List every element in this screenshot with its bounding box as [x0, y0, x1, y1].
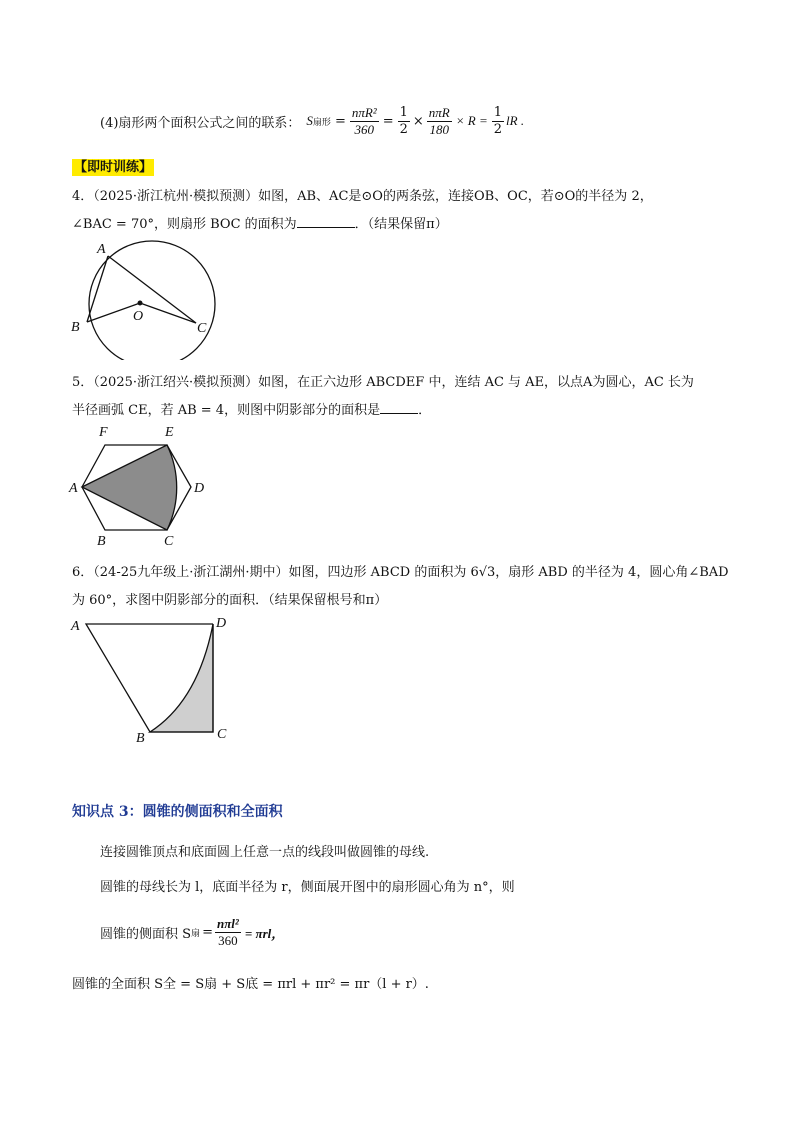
q4-line2: ∠BAC = 70°，则扇形 BOC 的面积为 ．（结果保留π）: [72, 217, 448, 232]
label-D: D: [216, 616, 227, 631]
q4-circle-figure: [68, 236, 228, 360]
sector-formula-line: (4)扇形两个面积公式之间的联系： S 扇形 = $\frac{\text{nπR²}}{360}$ = $\frac{1}{2}$ × $\frac{\text{nπR}}{180}$ × R = $\frac{1}{2}$ lR .: [100, 104, 525, 137]
label-O: O: [133, 309, 144, 324]
label-D: D: [194, 481, 205, 496]
shaded-sector: [82, 445, 177, 530]
fraction-1: $\frac{\text{nπR²}}{360}$: [351, 104, 377, 137]
q4-line1: 4．（2025·浙江杭州·模拟预测）如图，AB、AC是⊙O的两条弦，连接OB、OC，若⊙O的半径为 2，: [72, 189, 653, 204]
label-A: A: [69, 481, 78, 496]
training-label: 【即时训练】: [74, 160, 153, 175]
label-B: B: [71, 320, 80, 335]
q6-line2: 为 60°，求图中阴影部分的面积．（结果保留根号和π）: [72, 593, 388, 608]
label-E: E: [165, 425, 174, 440]
label-C: C: [197, 321, 207, 336]
kp3-total-area: 圆锥的全面积 S全 = S扇 + S底 = πrl + πr² = πr（l + r）.: [72, 977, 429, 992]
label-F: F: [99, 425, 108, 440]
formula-prefix: (4)扇形两个面积公式之间的联系：: [100, 115, 301, 131]
answer-blank: [380, 413, 418, 414]
formula-S-sub: 扇形: [312, 117, 331, 128]
chord-AC: [108, 256, 196, 323]
q6-quadrilateral-figure: [66, 612, 246, 747]
fraction-3: $\frac{\text{nπR}}{180}$: [428, 104, 450, 137]
circle-O: [89, 241, 215, 360]
kp3-lateral-area: 圆锥的侧面积 S 扇 = $\frac{\text{nπl²}}{360}$ = πrl，: [100, 915, 285, 948]
kp3-paragraph-1: 连接圆锥顶点和底面圆上任意一点的线段叫做圆锥的母线.: [100, 845, 430, 860]
q5-line1: 5．（2025·浙江绍兴·模拟预测）如图，在正六边形 ABCDEF 中，连结 AC 与 AE，以点A为圆心，AC 长为: [72, 375, 694, 390]
label-A: A: [97, 242, 106, 257]
formula-S: S: [306, 113, 313, 128]
knowledge-point-title: 知识点 3：圆锥的侧面积和全面积: [72, 804, 283, 820]
center-point: [138, 301, 143, 306]
q5-line2: 半径画弧 CE，若 AB = 4，则图中阴影部分的面积是 ．: [72, 403, 432, 418]
label-B: B: [97, 534, 106, 549]
shaded-region: [150, 624, 213, 732]
kp3-paragraph-2: 圆锥的母线长为 l，底面半径为 r，侧面展开图中的扇形圆心角为 n°，则: [100, 880, 515, 895]
label-C: C: [164, 534, 174, 549]
lateral-fraction: $\frac{\text{nπl²}}{360}$: [216, 915, 239, 948]
answer-blank: [297, 227, 355, 228]
fraction-4: $\frac{1}{2}$: [493, 104, 503, 137]
label-B: B: [136, 731, 145, 746]
q6-line1: 6．（24-25九年级上·浙江湖州·期中）如图，四边形 ABCD 的面积为 6√3，扇形 ABD 的半径为 4，圆心角∠BAD: [72, 565, 729, 580]
q5-hexagon-figure: [66, 418, 216, 550]
fraction-2: $\frac{1}{2}$: [399, 104, 408, 137]
label-C: C: [217, 727, 227, 742]
radius-OC: [140, 303, 196, 323]
label-A: A: [71, 619, 80, 634]
